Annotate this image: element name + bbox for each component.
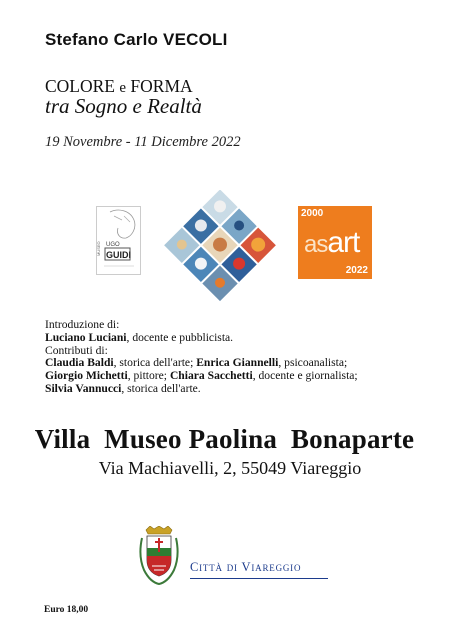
contrib-line-3: Silvia Vannucci, storica dell'arte. [45, 381, 201, 395]
asart-wordmark: asart [304, 226, 360, 259]
contrib-label: Contributi di: [45, 343, 108, 357]
title-word-forma: FORMA [130, 76, 193, 96]
city-name: Città di Viareggio [190, 560, 302, 574]
intro-line: Luciano Luciani, docente e pubblicista. [45, 330, 234, 344]
paintings-mosaic-image [164, 190, 276, 302]
museo-ugo-guidi-logo [96, 206, 141, 275]
asart-logo [298, 206, 372, 279]
intro-label: Introduzione di: [45, 318, 120, 331]
svg-text:GUIDI: GUIDI [106, 250, 132, 260]
city-underline [190, 578, 328, 579]
asart-year-start: 2000 [301, 208, 324, 219]
contrib-line-1: Claudia Baldi, storica dell'arte; Enrica Giannelli, psicoanalista; [45, 356, 348, 370]
svg-text:UGO: UGO [106, 242, 120, 248]
contrib-line-2: Giorgio Michetti, pittore; Chiara Sacchetti, docente e giornalista; [45, 369, 358, 383]
asart-year-end: 2022 [345, 265, 368, 276]
viareggio-crest-icon [138, 526, 180, 586]
title-word-colore: COLORE [45, 76, 115, 96]
exhibition-dates: 19 Novembre - 11 Dicembre 2022 [45, 134, 241, 150]
venue-name: Villa Museo Paolina Bonaparte [34, 424, 415, 454]
price-label: Euro 18,00 [44, 605, 89, 615]
venue-address: Via Machiavelli, 2, 55049 Viareggio [98, 458, 362, 478]
credits-block [45, 319, 358, 396]
title-word-e: e [119, 80, 127, 96]
svg-text:MUSEO: MUSEO [96, 241, 101, 256]
author-name: Stefano Carlo VECOLI [45, 30, 228, 49]
title-line-2: tra Sogno e Realtà [45, 94, 202, 118]
